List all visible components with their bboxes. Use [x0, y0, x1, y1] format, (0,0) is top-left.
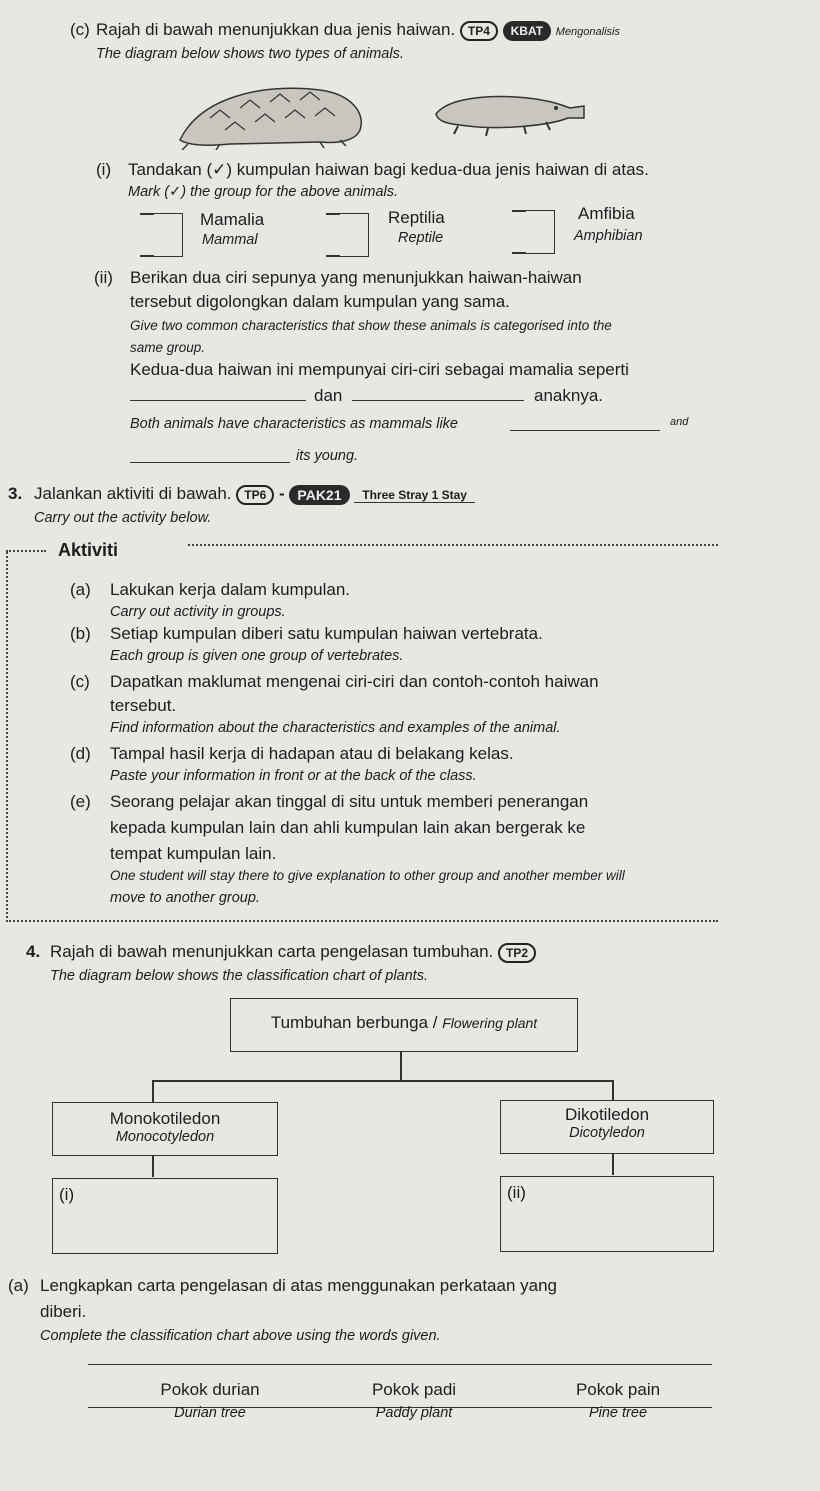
part-ii-text-my-2: tersebut digolongkan dalam kumpulan yang sama. — [130, 292, 510, 311]
word-padi-en: Paddy plant — [375, 1405, 453, 1421]
q-c-text: Rajah di bawah menunjukkan dua jenis haiwan. — [96, 20, 456, 39]
q4a-text-my-1: Lengkapkan carta pengelasan di atas menggunakan perkataan yang — [40, 1276, 557, 1295]
option-mammal-en: Mammal — [202, 232, 258, 248]
word-pain-my: Pokok pain — [575, 1380, 661, 1399]
answer-en-and: and — [670, 416, 689, 428]
strategy-label: Three Stray 1 Stay — [354, 488, 475, 503]
part-ii-label: (ii) — [94, 268, 113, 287]
word-padi-my: Pokok padi — [371, 1380, 457, 1399]
step-c-my: Dapatkan maklumat mengenai ciri-ciri dan contoh-contoh haiwan — [110, 672, 599, 691]
chart-blank-ii-label: (ii) — [507, 1183, 526, 1202]
step-b-my: Setiap kumpulan diberi satu kumpulan haiwan vertebrata. — [110, 624, 543, 643]
checkbox-mammal[interactable] — [140, 213, 183, 257]
q3-text-en: Carry out the activity below. — [34, 510, 212, 526]
part-ii-text-en-2: same group. — [130, 340, 206, 355]
q4-text: Rajah di bawah menunjukkan carta pengelasan tumbuhan. — [50, 942, 494, 961]
q3-text: Jalankan aktiviti di bawah. — [34, 484, 232, 503]
chart-root-my: Tumbuhan berbunga / — [270, 1013, 438, 1032]
q4a-text-my-2: diberi. — [40, 1302, 87, 1321]
option-amphibian-en: Amphibian — [574, 228, 643, 244]
step-c-label: (c) — [70, 672, 90, 691]
chart-blank-i-label: (i) — [59, 1185, 75, 1204]
tp6-badge: TP6 — [236, 485, 274, 505]
chart-connector-left-down — [152, 1155, 154, 1177]
step-e-en: One student will stay there to give explanation to other group and another member will — [110, 868, 625, 883]
chart-blank-i[interactable] — [52, 1178, 278, 1254]
answer-blank-2[interactable] — [352, 400, 524, 401]
answer-my-1: Kedua-dua haiwan ini mempunyai ciri-ciri sebagai mamalia seperti — [130, 360, 629, 379]
step-c-en: Find information about the characteristics and examples of the animal. — [110, 720, 561, 736]
activity-title: Aktiviti — [58, 540, 119, 560]
q4-text-my-row — [50, 942, 536, 963]
option-amphibian-my: Amfibia — [578, 204, 635, 223]
activity-border-top-right — [188, 544, 718, 546]
activity-border-left — [6, 552, 8, 922]
q4a-text-en: Complete the classification chart above using the words given. — [40, 1328, 441, 1344]
q-c-text-my — [96, 20, 620, 41]
part-ii-text-en-1: Give two common characteristics that show these animals is categorised into the — [130, 318, 612, 333]
checkbox-amphibian[interactable] — [512, 210, 555, 254]
step-e-en2: move to another group. — [110, 890, 260, 906]
chart-root-box — [230, 998, 578, 1052]
word-durian-my: Pokok durian — [160, 1380, 260, 1399]
pangolin-image — [170, 78, 370, 150]
step-d-my: Tampal hasil kerja di hadapan atau di belakang kelas. — [110, 744, 514, 763]
step-d-en: Paste your information in front or at the back of the class. — [110, 768, 477, 784]
activity-border-bottom — [6, 920, 718, 922]
answer-my-dan: dan — [314, 386, 343, 405]
step-c-my2: tersebut. — [110, 696, 177, 715]
kbat-badge: KBAT — [503, 21, 551, 41]
chart-connector-horizontal — [152, 1080, 614, 1082]
option-reptile-my: Reptilia — [388, 208, 445, 227]
chart-dicot-my: Dikotiledon — [564, 1105, 650, 1124]
part-i-text-en: Mark (✓) the group for the above animals. — [128, 184, 399, 200]
part-ii-text-my-1: Berikan dua ciri sepunya yang menunjukkan haiwan-haiwan — [130, 268, 582, 287]
chart-dicot-box — [500, 1100, 714, 1154]
option-reptile-en: Reptile — [398, 230, 444, 246]
answer-my-end: anaknya. — [534, 386, 603, 405]
chart-blank-ii[interactable] — [500, 1176, 714, 1252]
answer-en-blank-2[interactable] — [130, 462, 290, 463]
q-c-text-en: The diagram below shows two types of animals. — [96, 46, 404, 62]
part-i-label: (i) — [96, 160, 112, 179]
word-durian-en: Durian tree — [174, 1405, 246, 1421]
answer-blank-1[interactable] — [130, 400, 306, 401]
q4-text-en: The diagram below shows the classification chart of plants. — [50, 968, 428, 984]
chart-connector-right-down — [612, 1153, 614, 1175]
word-pain-en: Pine tree — [588, 1405, 648, 1421]
step-a-en: Carry out activity in groups. — [110, 604, 286, 620]
q4a-label: (a) — [8, 1276, 29, 1295]
chart-monocot-en: Monocotyledon — [115, 1129, 215, 1145]
chart-connector-root — [400, 1051, 402, 1081]
chart-dicot-en: Dicotyledon — [569, 1125, 645, 1141]
q-c-label: (c) — [70, 20, 90, 39]
pak21-badge: PAK21 — [289, 485, 349, 505]
answer-en-1: Both animals have characteristics as mammals like — [130, 416, 458, 432]
step-a-my: Lakukan kerja dalam kumpulan. — [110, 580, 351, 599]
part-i-text-my: Tandakan (✓) kumpulan haiwan bagi kedua-dua jenis haiwan di atas. — [128, 160, 649, 179]
answer-en-end: its young. — [296, 448, 359, 464]
q3-text-my-row: Jalankan aktiviti di bawah. TP6 - PAK21 Three Stray 1 Stay — [34, 484, 475, 505]
tp4-badge: TP4 — [460, 21, 498, 41]
step-e-my2: kepada kumpulan lain dan ahli kumpulan lain akan bergerak ke — [110, 818, 586, 837]
chart-connector-left — [152, 1080, 154, 1102]
checkbox-reptile[interactable] — [326, 213, 369, 257]
step-e-my3: tempat kumpulan lain. — [110, 844, 277, 863]
chart-connector-right — [612, 1080, 614, 1100]
tp2-badge: TP2 — [498, 943, 536, 963]
activity-border-top-left — [6, 550, 46, 552]
step-b-en: Each group is given one group of vertebrates. — [110, 648, 404, 664]
chart-root-en: Flowering plant — [442, 1015, 538, 1031]
answer-en-blank-1[interactable] — [510, 430, 660, 431]
platypus-image — [428, 84, 588, 140]
chart-monocot-box — [52, 1102, 278, 1156]
step-a-label: (a) — [70, 580, 91, 599]
step-e-label: (e) — [70, 792, 91, 811]
q4-number: 4. — [26, 942, 41, 961]
skill-label: Mengonalisis — [555, 26, 620, 38]
step-e-my: Seorang pelajar akan tinggal di situ untuk memberi penerangan — [110, 792, 589, 811]
step-b-label: (b) — [70, 624, 91, 643]
q3-number: 3. — [8, 484, 23, 503]
chart-monocot-my: Monokotiledon — [109, 1109, 221, 1128]
step-d-label: (d) — [70, 744, 91, 763]
option-mammal-my: Mamalia — [200, 210, 265, 229]
